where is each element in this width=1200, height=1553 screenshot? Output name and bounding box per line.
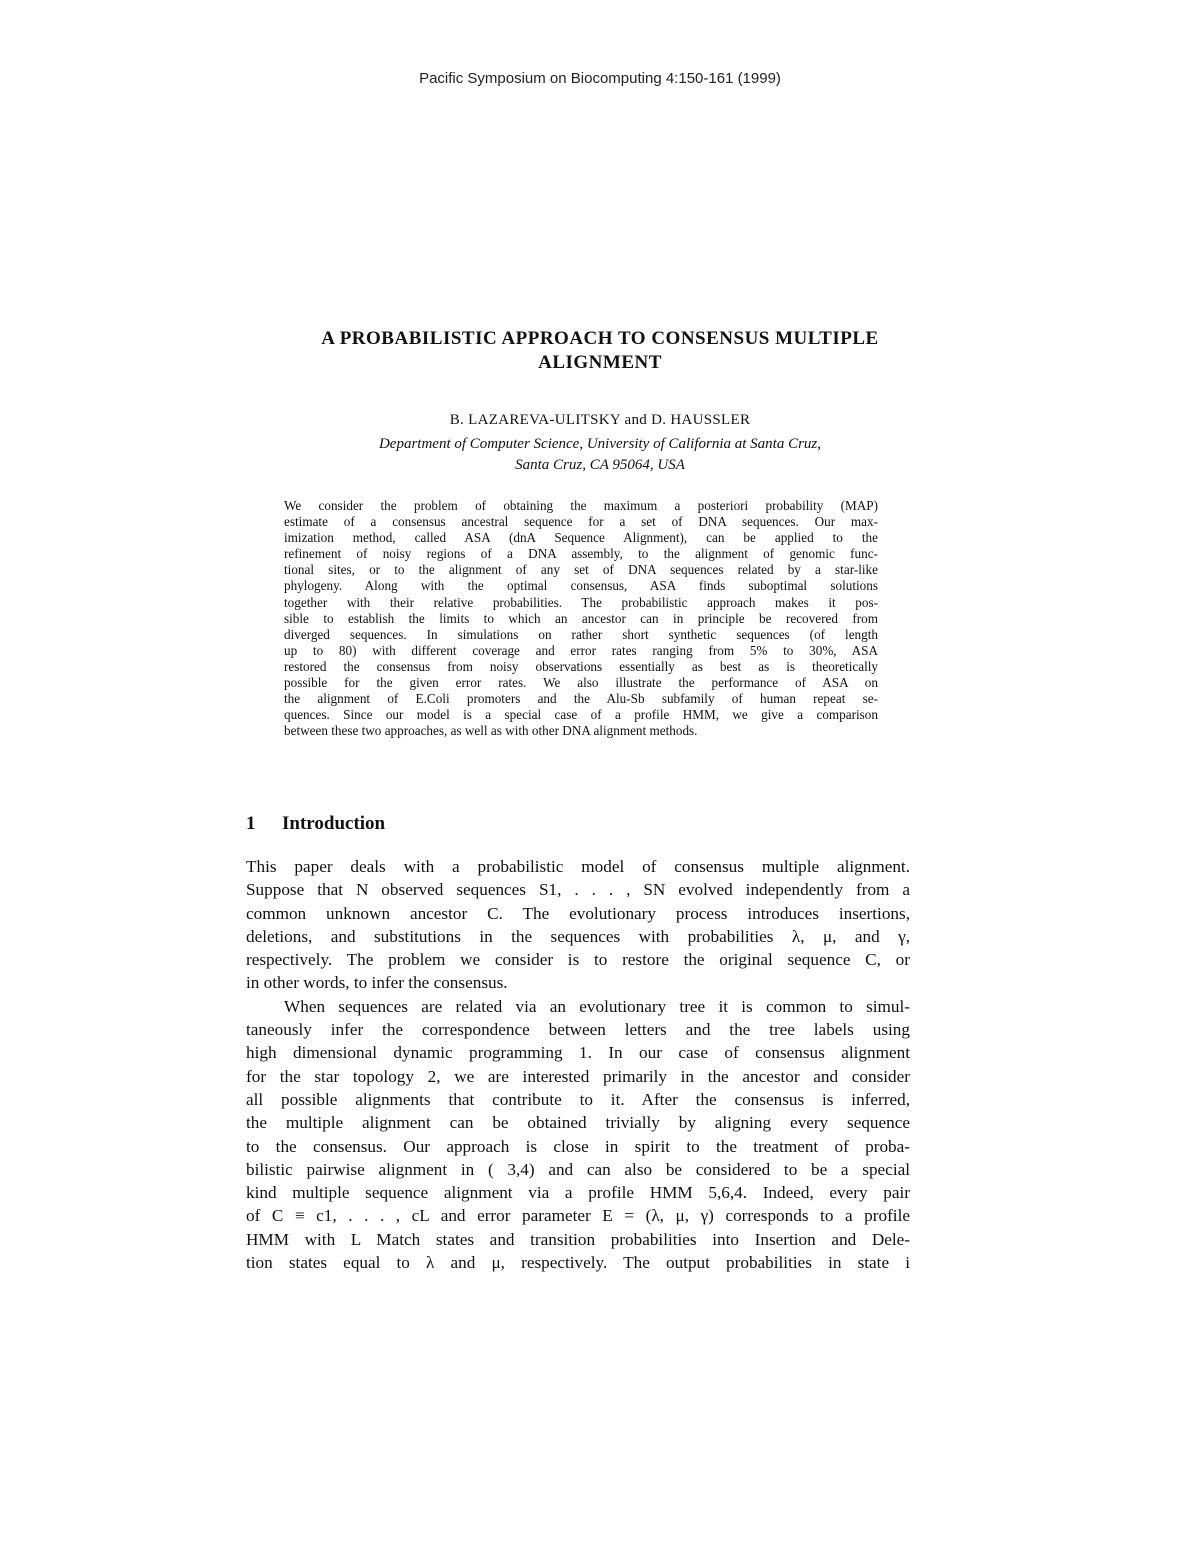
abstract-line: phylogeny. Along with the optimal consensus, ASA finds suboptimal solutions xyxy=(284,578,878,594)
body-line: This paper deals with a probabilistic model of consensus multiple alignment. xyxy=(246,857,910,876)
abstract-line: imization method, called ASA (dnA Sequence Alignment), can be applied to the xyxy=(284,530,878,546)
body-line: in other words, to infer the consensus. xyxy=(246,973,508,993)
abstract-line: restored the consensus from noisy observations essentially as best as is theoretically xyxy=(284,658,878,674)
body-line: all possible alignments that contribute to it. After the consensus is inferred, xyxy=(246,1089,910,1109)
body-line: bilistic pairwise alignment in ( 3,4) and can also be considered to be a special xyxy=(246,1159,910,1179)
section-heading xyxy=(246,813,385,835)
body-line: taneously infer the correspondence between letters and the tree labels using xyxy=(246,1020,910,1040)
body-line: tion states equal to λ and μ, respectively. The output probabilities in state i xyxy=(246,1253,910,1273)
body-line: to the consensus. Our approach is close in spirit to the treatment of proba- xyxy=(246,1136,910,1156)
abstract-line: sible to establish the limits to which an ancestor can in principle be recovered from xyxy=(284,610,878,626)
body-line: respectively. The problem we consider is to restore the original sequence C, or xyxy=(246,950,910,970)
abstract-line: the alignment of E.Coli promoters and the Alu-Sb subfamily of human repeat se- xyxy=(284,691,878,707)
paper-title xyxy=(230,327,970,375)
abstract-line: quences. Since our model is a special case of a profile HMM, we give a comparison xyxy=(284,707,878,723)
title-line: A PROBABILISTIC APPROACH TO CONSENSUS MULTIPLE xyxy=(321,328,879,349)
body-line: common unknown ancestor C. The evolutionary process introduces insertions, xyxy=(246,903,910,923)
affiliation-line: Santa Cruz, CA 95064, USA xyxy=(515,457,685,473)
title-line: ALIGNMENT xyxy=(538,352,662,373)
body-line: Suppose that N observed sequences S1, . . . , SN evolved independently from a xyxy=(246,880,910,900)
body-line: high dimensional dynamic programming 1. In our case of consensus alignment xyxy=(246,1043,910,1063)
body-line: the multiple alignment can be obtained trivially by aligning every sequence xyxy=(246,1113,910,1133)
body-line: When sequences are related via an evolutionary tree it is common to simul- xyxy=(284,996,910,1016)
affiliation xyxy=(230,434,970,476)
body-line: of C ≡ c1, . . . , cL and error parameter E = (λ, μ, γ) corresponds to a profile xyxy=(246,1206,910,1226)
abstract-line: tional sites, or to the alignment of any set of DNA sequences related by a star-like xyxy=(284,562,878,578)
author-list: B. LAZAREVA-ULITSKY and D. HAUSSLER xyxy=(449,412,751,428)
running-header: Pacific Symposium on Biocomputing 4:150-161 (1999) xyxy=(419,70,781,87)
body-line: for the star topology 2, we are interested primarily in the ancestor and consider xyxy=(246,1066,910,1086)
abstract-line: possible for the given error rates. We also illustrate the performance of ASA on xyxy=(284,675,878,691)
abstract xyxy=(284,498,878,739)
abstract-line: together with their relative probabilities. The probabilistic approach makes it pos- xyxy=(284,594,878,610)
body-text xyxy=(246,855,910,1274)
section-number: 1 xyxy=(246,813,256,834)
affiliation-line: Department of Computer Science, University of California at Santa Cruz, xyxy=(378,436,822,452)
abstract-line: up to 80) with different coverage and error rates ranging from 5% to 30%, ASA xyxy=(284,642,878,658)
body-line: deletions, and substitutions in the sequences with probabilities λ, μ, and γ, xyxy=(246,926,910,946)
body-line: HMM with L Match states and transition probabilities into Insertion and Dele- xyxy=(246,1229,910,1249)
section-title: Introduction xyxy=(282,813,386,834)
abstract-line: estimate of a consensus ancestral sequence for a set of DNA sequences. Our max- xyxy=(284,514,878,530)
abstract-line: diverged sequences. In simulations on rather short synthetic sequences (of length xyxy=(284,626,878,642)
body-line: kind multiple sequence alignment via a profile HMM 5,6,4. Indeed, every pair xyxy=(246,1183,910,1203)
abstract-line: refinement of noisy regions of a DNA assembly, to the alignment of genomic func- xyxy=(284,546,878,562)
abstract-line: We consider the problem of obtaining the maximum a posteriori probability (MAP) xyxy=(284,498,878,513)
abstract-line: between these two approaches, as well as with other DNA alignment methods. xyxy=(284,723,698,739)
